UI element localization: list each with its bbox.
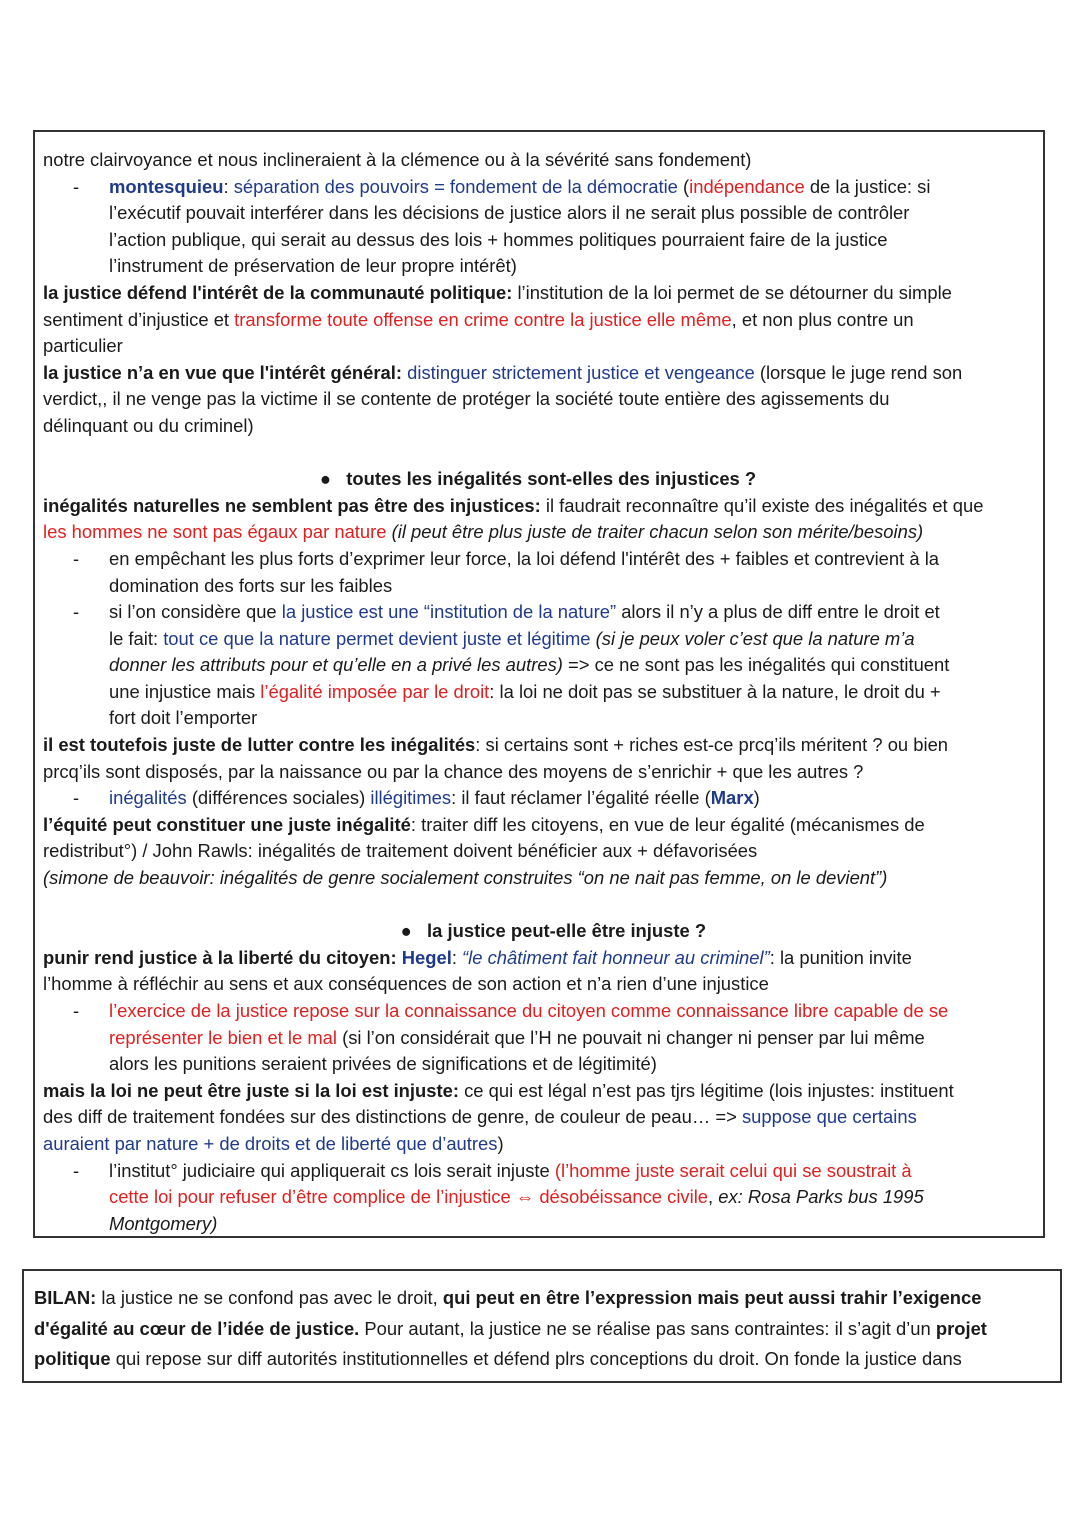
section-heading: ● la justice peut-elle être injuste ? xyxy=(400,920,707,942)
text-line: représenter le bien et le mal (si l’on considérait que l’H ne pouvait ni changer ni penser par lui même xyxy=(109,1026,925,1048)
text-line: verdict,, il ne venge pas la victime il se contente de protéger la société toute entière des agissements du xyxy=(43,388,890,410)
notes-box xyxy=(33,130,1045,1238)
text-line: (simone de beauvoir: inégalités de genre socialement construites “on ne nait pas femme, on le devient”) xyxy=(43,867,888,889)
text-line: alors les punitions seraient privées de significations et de légitimité) xyxy=(109,1053,657,1075)
text-line: punir rend justice à la liberté du citoyen: Hegel: “le châtiment fait honneur au criminel”: la punition invite xyxy=(43,946,912,968)
text-line: prcq’ils sont disposés, par la naissance ou par la chance des moyens de s’enrichir + que les autres ? xyxy=(43,760,864,782)
text-line: mais la loi ne peut être juste si la loi est injuste: ce qui est légal n’est pas tjrs légitime (lois injustes: instituent xyxy=(43,1079,954,1101)
bullet-line: - l’exercice de la justice repose sur la connaissance du citoyen comme connaissance libre capable de se xyxy=(73,1000,949,1021)
text-line: sentiment d’injustice et transforme toute offense en crime contre la justice elle même, et non plus contre un xyxy=(43,308,914,330)
text-line: donner les attributs pour et qu’elle en a privé les autres) => ce ne sont pas les inégalités qui constituent xyxy=(109,654,950,676)
bilan-text: BILAN: la justice ne se confond pas avec le droit, qui peut en être l’expression mais peut aussi trahir l’exigence d'égalité au cœur de l’idée de justice. Pour autant, la justice ne se réalise pas sans contraintes: il s’agit d’un projet politique qui repose sur diff autorités institutionnelles et défend plrs conceptions du droit. On fonde la justice dans xyxy=(34,1287,987,1369)
bullet-line: - en empêchant les plus forts d’exprimer leur force, la loi défend l'intérêt des + faibles et contrevient à la xyxy=(73,547,940,569)
text-line: auraient par nature + de droits et de liberté que d’autres) xyxy=(43,1132,504,1154)
text-line: l’homme à réfléchir au sens et aux conséquences de son action et n’a rien d’une injustice xyxy=(43,973,769,995)
text-line: domination des forts sur les faibles xyxy=(109,574,393,596)
text-line: Montgomery) xyxy=(109,1212,218,1234)
text-line: particulier xyxy=(43,335,123,357)
text-line: le fait: tout ce que la nature permet devient juste et légitime (si je peux voler c’est que la nature m’a xyxy=(109,627,915,649)
bullet-line: - l’institut° judiciaire qui appliquerait cs lois serait injuste (l’homme juste serait celui qui se soustrait à xyxy=(73,1159,912,1181)
text-line: il est toutefois juste de lutter contre les inégalités: si certains sont + riches est-ce prcq’ils méritent ? ou bien xyxy=(43,734,949,756)
text-line: délinquant ou du criminel) xyxy=(43,414,254,436)
text-line: redistribut°) / John Rawls: inégalités de traitement doivent bénéficier aux + défavorisées xyxy=(43,840,758,862)
text-line: l’action publique, qui serait au dessus des lois + hommes politiques pourraient faire de la justice xyxy=(109,228,888,250)
bullet-line: - inégalités (différences sociales) illégitimes: il faut réclamer l’égalité réelle (Marx) xyxy=(73,787,760,809)
text-line: notre clairvoyance et nous inclineraient à la clémence ou à la sévérité sans fondement) xyxy=(43,149,752,170)
text-line: l’équité peut constituer une juste inégalité: traiter diff les citoyens, en vue de leur égalité (mécanismes de xyxy=(43,813,925,835)
text-line: l’exécutif pouvait interférer dans les décisions de justice alors il ne serait plus possible de contrôler xyxy=(109,202,910,224)
bullet-icon: ● xyxy=(319,468,331,490)
text-line: une injustice mais l’égalité imposée par le droit: la loi ne doit pas se substituer à la nature, le droit du + xyxy=(109,680,941,702)
text-line: inégalités naturelles ne semblent pas être des injustices: il faudrait reconnaître qu’il existe des inégalités et que xyxy=(43,494,984,516)
text-line: les hommes ne sont pas égaux par nature (il peut être plus juste de traiter chacun selon son mérite/besoins) xyxy=(43,521,924,543)
text-line: cette loi pour refuser d’être complice de l’injustice ⇔ désobéissance civile, ex: Rosa Parks bus 1995 xyxy=(109,1186,924,1208)
text-line: des diff de traitement fondées sur des distinctions de genre, de couleur de peau… => suppose que certains xyxy=(43,1106,917,1128)
text-line: la justice défend l'intérêt de la communauté politique: l’institution de la loi permet de se détourner du simple xyxy=(43,281,952,303)
bilan-box xyxy=(22,1269,1062,1383)
text-line: fort doit l’emporter xyxy=(109,707,258,729)
bullet-line: - montesquieu: séparation des pouvoirs = fondement de la démocratie (indépendance de la justice: si xyxy=(73,175,931,197)
section-heading: ● toutes les inégalités sont-elles des injustices ? xyxy=(319,468,757,490)
bullet-icon: ● xyxy=(400,920,412,942)
text-line: la justice n’a en vue que l'intérêt général: distinguer strictement justice et vengeance (lorsque le juge rend son xyxy=(43,361,963,383)
bullet-line: - si l’on considère que la justice est une “institution de la nature” alors il n’y a plus de diff entre le droit et xyxy=(73,601,940,623)
text-line: l’instrument de préservation de leur propre intérêt) xyxy=(109,255,517,277)
